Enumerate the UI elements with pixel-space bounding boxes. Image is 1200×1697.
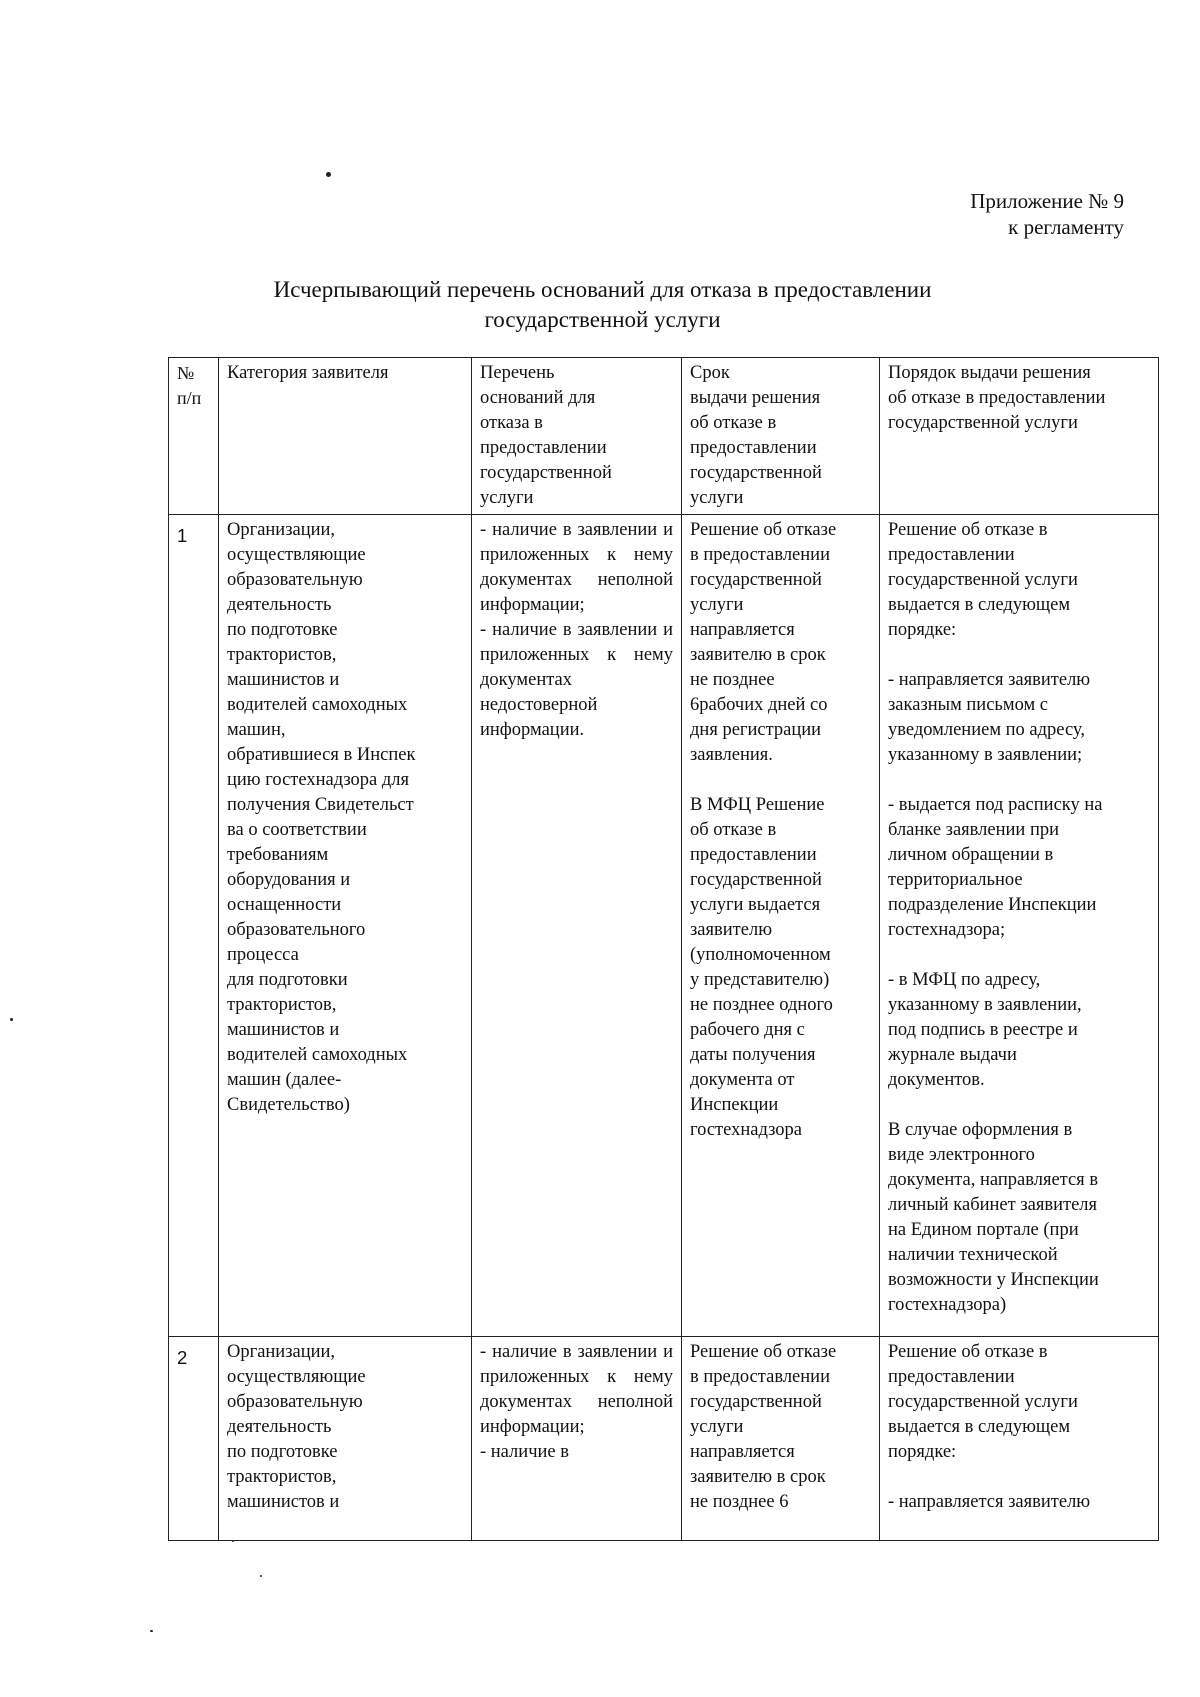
table-header-row [169,358,1159,515]
header-category: Категория заявителя [219,358,472,515]
order-paragraph: - в МФЦ по адресу, указанному в заявлении, под подпись в реестре и журнале выдачи документов. [888,970,1082,1090]
term-paragraph: В МФЦ Решение об отказе в предоставлении государственной услуги выдается заявителю (уполномоченном у представителю) не позднее одного рабочего дня с даты получения документа от Инспекции гостехнадзора [690,795,833,1140]
term-paragraph: Решение об отказе в предоставлении государственной услуги направляется заявителю в срок не позднее 6рабочих дней со дня регистрации заявления. [690,520,837,765]
appendix-note [764,188,1124,240]
scan-speck [326,172,331,177]
appendix-number: Приложение № 9 [970,189,1124,213]
applicant-category: Организации, осуществляющие образовательную деятельность по подготовке трактористов, машинистов и водителей самоходных машин, обратившиеся в Инспек цию гостехнадзора для получения Свидетельст ва о соответствии требованиям оборудования и оснащенности образовательного процесса для подготовки трактористов, машинистов и водителей самоходных машин (далее- Свидетельство) [219,515,472,1337]
header-term: Срок выдачи решения об отказе в предоставлении государственной услуги [682,358,880,515]
order-paragraph: Решение об отказе в предоставлении государственной услуги выдается в следующем порядке: [888,520,1078,640]
header-order: Порядок выдачи решения об отказе в предоставлении государственной услуги [880,358,1159,515]
refusal-grounds: - наличие в заявлении и приложенных к нему документах неполной информации; - наличие в [472,1337,682,1541]
row-number: 2 [169,1337,219,1541]
order-paragraph: Решение об отказе в предоставлении государственной услуги выдается в следующем порядке: [888,1342,1078,1462]
issue-order [880,515,1159,1337]
applicant-category: Организации, осуществляющие образовательную деятельность по подготовке трактористов, машинистов и [219,1337,472,1541]
order-paragraph: - направляется заявителю заказным письмом с уведомлением по адресу, указанному в заявлении; [888,670,1091,765]
table-row [169,515,1159,1337]
scan-speck [10,1018,13,1021]
title-line-1: Исчерпывающий перечень оснований для отказа в предоставлении [273,277,932,302]
title-line-2: государственной услуги [484,307,721,332]
appendix-reference: к регламенту [1008,215,1124,239]
refusal-term [682,515,880,1337]
order-paragraph: - выдается под расписку на бланке заявлении при личном обращении в территориальное подразделение Инспекции гостехнадзора; [888,795,1103,940]
scan-speck [260,1575,262,1577]
page-title [150,275,1055,335]
order-paragraph: - направляется заявителю [888,1492,1091,1512]
scan-speck [150,1630,153,1632]
header-grounds: Перечень оснований для отказа в предоставлении государственной услуги [472,358,682,515]
header-num: № п/п [169,358,219,515]
refusal-grounds-table [168,357,1159,1541]
table-row [169,1337,1159,1541]
refusal-term [682,1337,880,1541]
refusal-grounds: - наличие в заявлении и приложенных к нему документах неполной информации; - наличие в заявлении и приложенных к нему документах недостоверной информации. [472,515,682,1337]
row-number: 1 [169,515,219,1337]
term-paragraph: Решение об отказе в предоставлении государственной услуги направляется заявителю в срок не позднее 6 [690,1342,837,1512]
order-paragraph: В случае оформления в виде электронного документа, направляется в личный кабинет заявителя на Едином портале (при наличии технической возможности у Инспекции гостехнадзора) [888,1120,1099,1315]
issue-order [880,1337,1159,1541]
